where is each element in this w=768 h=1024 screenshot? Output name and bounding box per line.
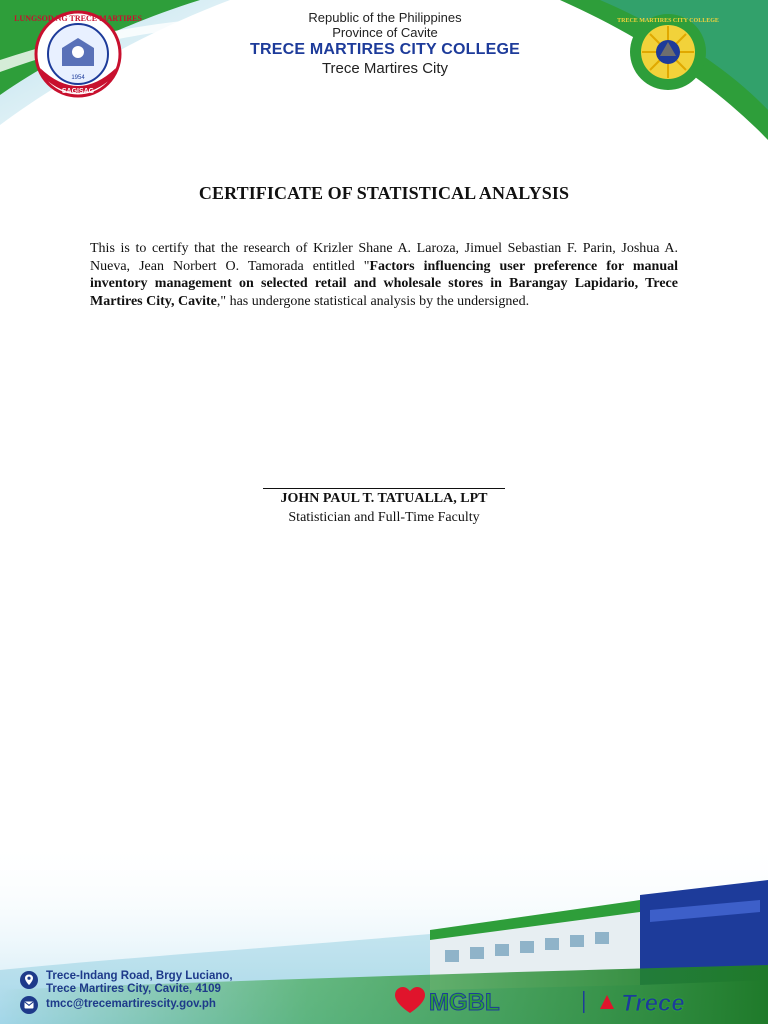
footer-address-text <box>46 970 233 996</box>
letterhead-city: Trece Martires City <box>321 60 449 77</box>
letterhead-province: Province of Cavite <box>332 25 438 40</box>
footer-email <box>20 995 320 1015</box>
heart-icon <box>395 987 425 1013</box>
seal-left-motto: SAGISAG <box>61 88 95 95</box>
seal-left-ring-text: LUNGSOD NG TRECE MARTIRES <box>14 14 142 23</box>
email-icon <box>20 996 38 1014</box>
certificate-body <box>90 240 678 310</box>
mgbl-badge: MGBL <box>429 989 500 1016</box>
body-prefix: This is to certify that the research of Krizler Shane A. Laroza, Jimuel Sebastian F. Parin, Joshua A. Nueva, Jean Norbert O. Tamorada entitled " <box>90 241 678 274</box>
email-text: tmcc@trecemartirescity.gov.ph <box>46 998 216 1010</box>
college-seal-logo <box>617 12 720 92</box>
address-line-2: Trece Martires City, Cavite, 4109 <box>46 983 221 995</box>
signatory-position: Statistician and Full-Time Faculty <box>288 510 480 525</box>
footer-badges <box>395 987 765 1017</box>
signatory-name: JOHN PAUL T. TATUALLA, LPT <box>280 491 488 506</box>
research-title: Factors influencing user preference for manual inventory management on selected retail and wholesale stores in Barangay Lapidario, Trece Martires City, Cavite <box>90 258 678 309</box>
signature-line <box>263 488 505 489</box>
trece-badge: Trece <box>621 990 685 1017</box>
location-pin-icon <box>20 971 38 989</box>
seal-right-ring-text: TRECE MARTIRES CITY COLLEGE <box>617 18 719 24</box>
letterhead-republic: Republic of the Philippines <box>308 10 462 25</box>
certificate-title: CERTIFICATE OF STATISTICAL ANALYSIS <box>198 183 570 203</box>
body-suffix: ," has undergone statistical analysis by the undersigned. <box>216 293 530 309</box>
letterhead-college-name: TRECE MARTIRES CITY COLLEGE <box>249 41 520 58</box>
address-line-1: Trece-Indang Road, Brgy Luciano, <box>46 970 233 982</box>
seal-left-year: 1954 <box>71 75 85 81</box>
letterhead <box>200 10 570 78</box>
city-seal-logo <box>14 8 142 98</box>
